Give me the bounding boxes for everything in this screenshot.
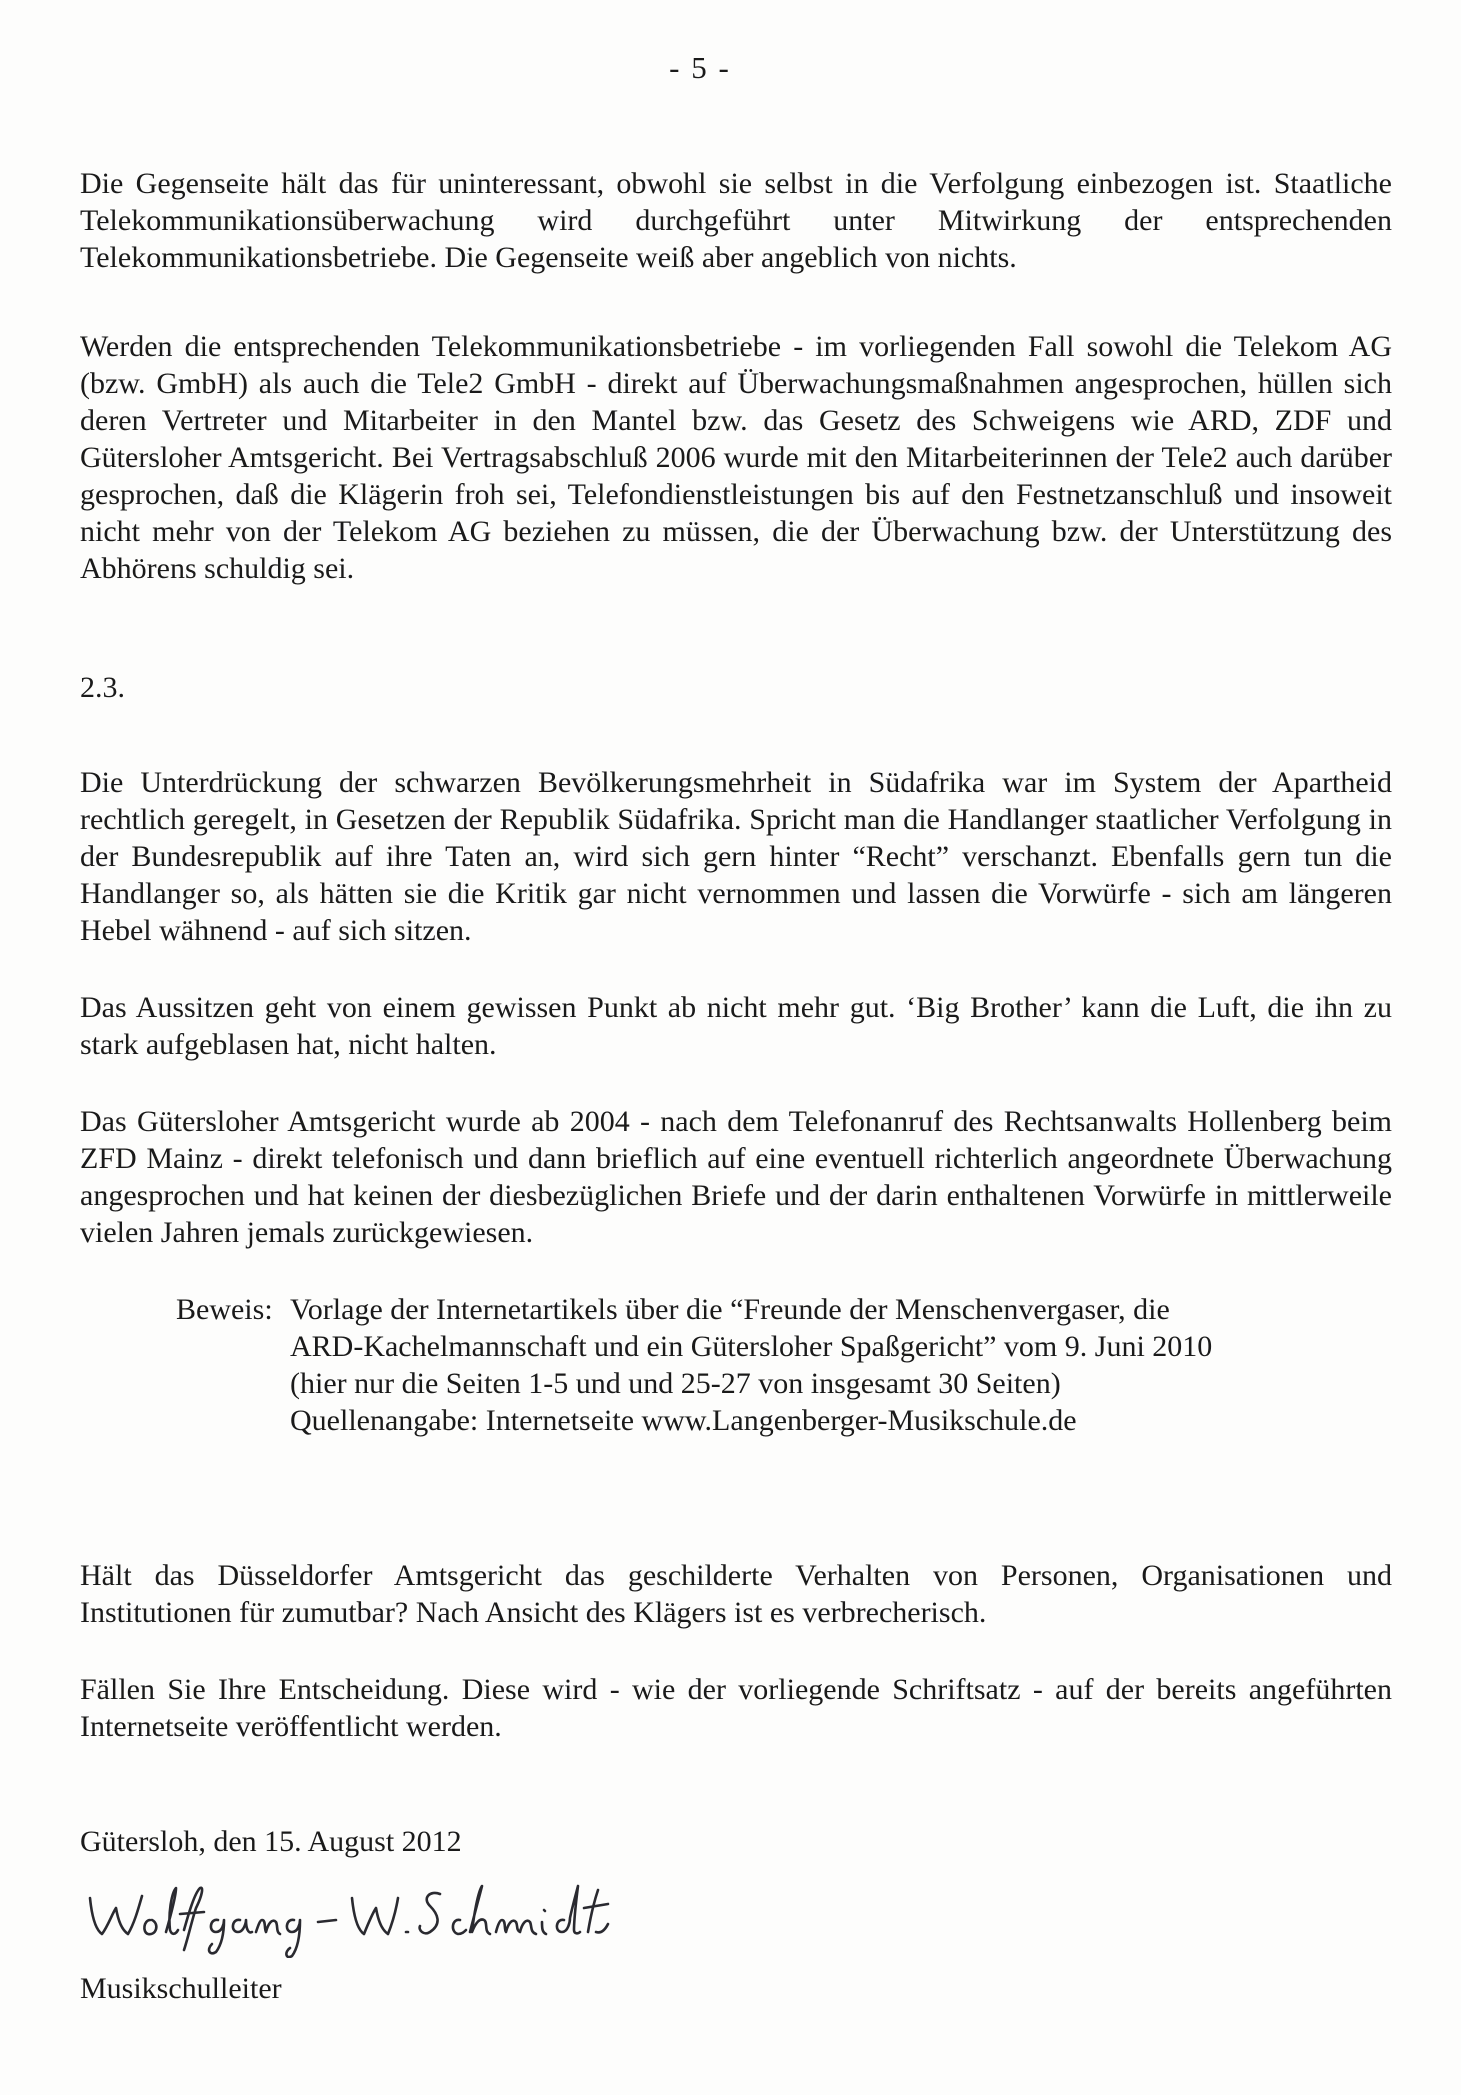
closing-paragraph-1: Hält das Düsseldorfer Amtsgericht das geschilderte Verhalten von Personen, Organisationen und Institutionen für zumutbar? Nach Ansicht des Klägers ist es verbrecherisch. <box>80 1559 1392 1629</box>
evidence-line: Vorlage der Internetartikels über die “Freunde der Menschenvergaser, die <box>290 1293 1170 1326</box>
page-number: - 5 - <box>669 50 731 85</box>
closing-paragraph-2: Fällen Sie Ihre Entscheidung. Diese wird - wie der vorliegende Schriftsatz - auf der bereits angeführten Internetseite veröffentlicht werden. <box>80 1673 1392 1743</box>
evidence-label: Beweis: <box>176 1293 273 1326</box>
handwritten-signature <box>80 1868 640 1958</box>
place-and-date: Gütersloh, den 15. August 2012 <box>80 1825 462 1858</box>
document-body <box>80 165 1392 2007</box>
section-paragraph-1: Die Unterdrückung der schwarzen Bevölkerungsmehrheit in Südafrika war im System der Apartheid rechtlich geregelt, in Gesetzen der Republik Südafrika. Spricht man die Handlanger staatlicher Verfolgung in der Bundesrepublik auf ihre Taten an, wird sich gern hinter “Recht” verschanzt. Ebenfalls gern tun die Handlanger so, als hätten sie die Kritik gar nicht vernommen und lassen die Vorwürfe - sich am längeren Hebel wähnend - auf sich sitzen. <box>80 766 1392 947</box>
section-number: 2.3. <box>80 671 125 704</box>
evidence-block <box>80 1291 1392 1439</box>
evidence-line: ARD-Kachelmannschaft und ein Gütersloher Spaßgericht” vom 9. Juni 2010 <box>290 1330 1213 1363</box>
evidence-line: (hier nur die Seiten 1-5 und und 25-27 von insgesamt 30 Seiten) <box>290 1367 1061 1400</box>
signer-title: Musikschulleiter <box>80 1972 282 2005</box>
evidence-lines <box>290 1291 1392 1439</box>
evidence-line: Quellenangabe: Internetseite www.Langenberger-Musikschule.de <box>290 1404 1077 1437</box>
paragraph-1: Die Gegenseite hält das für uninteressant, obwohl sie selbst in die Verfolgung einbezogen ist. Staatliche Telekommunikationsüberwachung wird durchgeführt unter Mitwirkung der entsprechenden Telekommunikationsbetriebe. Die Gegenseite weiß aber angeblich von nichts. <box>80 167 1392 274</box>
section-paragraph-3: Das Gütersloher Amtsgericht wurde ab 2004 - nach dem Telefonanruf des Rechtsanwalts Hollenberg beim ZFD Mainz - direkt telefonisch und dann brieflich auf eine eventuell richterlich angeordnete Überwachung angesprochen und hat keinen der diesbezüglichen Briefe und der darin enthaltenen Vorwürfe in mittlerweile vielen Jahren jemals zurückgewiesen. <box>80 1105 1392 1249</box>
section-paragraph-2: Das Aussitzen geht von einem gewissen Punkt ab nicht mehr gut. ‘Big Brother’ kann die Luft, die ihn zu stark aufgeblasen hat, nicht halten. <box>80 991 1392 1061</box>
signature-graphic <box>80 1868 640 1958</box>
paragraph-2: Werden die entsprechenden Telekommunikationsbetriebe - im vorliegenden Fall sowohl die Telekom AG (bzw. GmbH) als auch die Tele2 GmbH - direkt auf Überwachungsmaßnahmen angesprochen, hüllen sich deren Vertreter und Mitarbeiter in den Mantel bzw. das Gesetz des Schweigens wie ARD, ZDF und Gütersloher Amtsgericht. Bei Vertragsabschluß 2006 wurde mit den Mitarbeiterinnen der Tele2 auch darüber gesprochen, daß die Klägerin froh sei, Telefondienstleistungen bis auf den Festnetzanschluß und insoweit nicht mehr von der Telekom AG beziehen zu müssen, die der Überwachung bzw. der Unterstützung des Abhörens schuldig sei. <box>80 330 1392 585</box>
